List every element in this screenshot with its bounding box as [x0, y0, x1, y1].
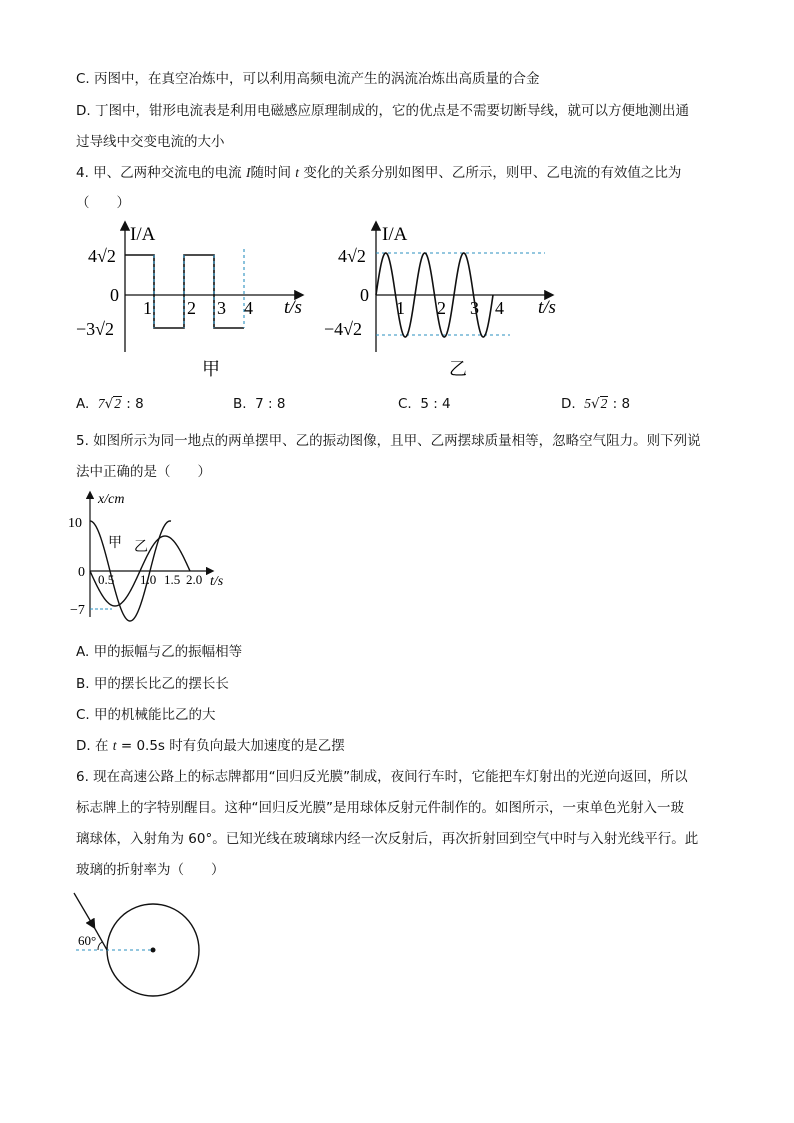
option-d-letter: D.	[561, 396, 576, 412]
q4-stem-var-t: t	[295, 165, 300, 180]
yi-y-top-label: 4√2	[338, 246, 366, 266]
q5-stem-line2: 法中正确的是（ ）	[76, 464, 211, 480]
option-c-value: 5 : 4	[420, 396, 451, 412]
q4-stem-var-i: I	[245, 165, 251, 180]
q3-option-c: C. 丙图中，在真空冶炼中，可以利用高频电流产生的涡流冶炼出高质量的合金	[76, 71, 540, 87]
q5-label-yi: 乙	[134, 540, 148, 555]
q5-y-tick-neg7: −7	[70, 603, 85, 618]
sqrt-icon: √	[591, 396, 600, 412]
q5-option-b[interactable]: B. 甲的摆长比乙的摆长长	[76, 676, 229, 692]
q5-graph	[60, 485, 240, 625]
yi-x-tick-1: 1	[396, 298, 405, 318]
q4-option-b[interactable]	[233, 396, 285, 412]
q5-option-d-prefix: D. 在	[76, 738, 113, 754]
q5-option-d-var: t	[112, 738, 117, 753]
q4-stem	[76, 161, 681, 181]
q5-y-axis-label: x/cm	[98, 492, 125, 507]
q5-x-tick-1-0: 1.0	[140, 572, 157, 587]
q5-x-tick-0-5: 0.5	[98, 572, 115, 587]
jia-x-tick-2: 2	[187, 298, 196, 318]
option-b-letter: B.	[233, 396, 247, 412]
yi-origin-label: 0	[360, 285, 369, 305]
q5-x-tick-2-0: 2.0	[186, 572, 203, 587]
q5-label-jia: 甲	[108, 536, 122, 551]
jia-y-top-label: 4√2	[88, 246, 116, 266]
option-b-value: 7 : 8	[255, 396, 286, 412]
q4-option-c[interactable]	[398, 396, 451, 412]
q5-x-tick-1-5: 1.5	[164, 572, 181, 587]
q5-y-tick-0: 0	[78, 565, 85, 580]
sqrt-icon: √	[104, 396, 114, 412]
q4-option-a[interactable]	[76, 396, 144, 412]
option-d-post: : 8	[608, 396, 631, 412]
option-a-pre: 7	[97, 396, 105, 411]
q4-graph-yi	[324, 215, 580, 385]
q5-x-axis-label: t/s	[210, 574, 224, 589]
q6-line4: 玻璃的折射率为（ ）	[76, 862, 225, 878]
option-d-pre: 5	[584, 396, 592, 411]
jia-x-tick-3: 3	[217, 298, 226, 318]
q6-line3: 璃球体，入射角为 60°。已知光线在玻璃球内经一次反射后，再次折射回到空气中时与入射光线平行。此	[76, 831, 699, 847]
yi-x-tick-4: 4	[495, 298, 504, 318]
q4-blank: （ ）	[76, 195, 130, 211]
q6-line2: 标志牌上的字特别醒目。这种“回归反光膜”是用球体反射元件制作的。如图所示，一束单色光射入一玻	[76, 800, 684, 816]
jia-caption: 甲	[202, 359, 220, 379]
jia-x-axis-label: t/s	[284, 297, 302, 318]
yi-caption: 乙	[449, 359, 467, 379]
jia-origin-label: 0	[110, 285, 119, 305]
yi-x-tick-2: 2	[437, 298, 446, 318]
q3-option-d-line2: 过导线中交变电流的大小	[76, 134, 225, 150]
q4-graph-jia	[76, 215, 330, 385]
jia-x-tick-1: 1	[143, 298, 152, 318]
q5-stem-line1: 5. 如图所示为同一地点的两单摆甲、乙的振动图像，且甲、乙两摆球质量相等，忽略空气阻力。则下列说	[76, 433, 701, 449]
yi-x-tick-3: 3	[470, 298, 479, 318]
q5-option-a[interactable]: A. 甲的振幅与乙的振幅相等	[76, 644, 243, 660]
q4-option-d[interactable]	[561, 396, 630, 412]
jia-x-tick-4: 4	[244, 298, 253, 318]
jia-y-bottom-label: −3√2	[76, 319, 115, 339]
q5-option-d-suffix: = 0.5s 时有负向最大加速度的是乙摆	[116, 738, 345, 754]
q6-glass-sphere-figure	[60, 885, 220, 1015]
option-a-post: : 8	[122, 396, 144, 412]
q4-stem-suffix: 变化的关系分别如图甲、乙所示，则甲、乙电流的有效值之比为	[299, 165, 682, 181]
q5-y-tick-10: 10	[68, 516, 82, 531]
yi-y-axis-label: I/A	[382, 224, 408, 245]
incident-ray	[74, 893, 94, 927]
q5-option-c[interactable]: C. 甲的机械能比乙的大	[76, 707, 216, 723]
angle-label: 60°	[78, 933, 97, 948]
q5-option-d[interactable]	[76, 734, 345, 754]
q4-stem-prefix: 4. 甲、乙两种交流电的电流	[76, 165, 246, 181]
q6-line1: 6. 现在高速公路上的标志牌都用“回归反光膜”制成，夜间行车时，它能把车灯射出的光逆向返回，所以	[76, 769, 688, 785]
option-d-rad: 2	[600, 396, 608, 411]
yi-y-bottom-label: −4√2	[324, 319, 363, 339]
option-a-letter: A.	[76, 396, 90, 412]
option-a-rad: 2	[114, 396, 121, 411]
option-c-letter: C.	[398, 396, 412, 412]
yi-x-axis-label: t/s	[538, 297, 556, 318]
q4-stem-mid: 随时间	[250, 165, 296, 181]
q3-option-d-line1: D. 丁图中，钳形电流表是利用电磁感应原理制成的，它的优点是不需要切断导线，就可以方便地测出通	[76, 103, 689, 119]
jia-y-axis-label: I/A	[130, 224, 156, 245]
